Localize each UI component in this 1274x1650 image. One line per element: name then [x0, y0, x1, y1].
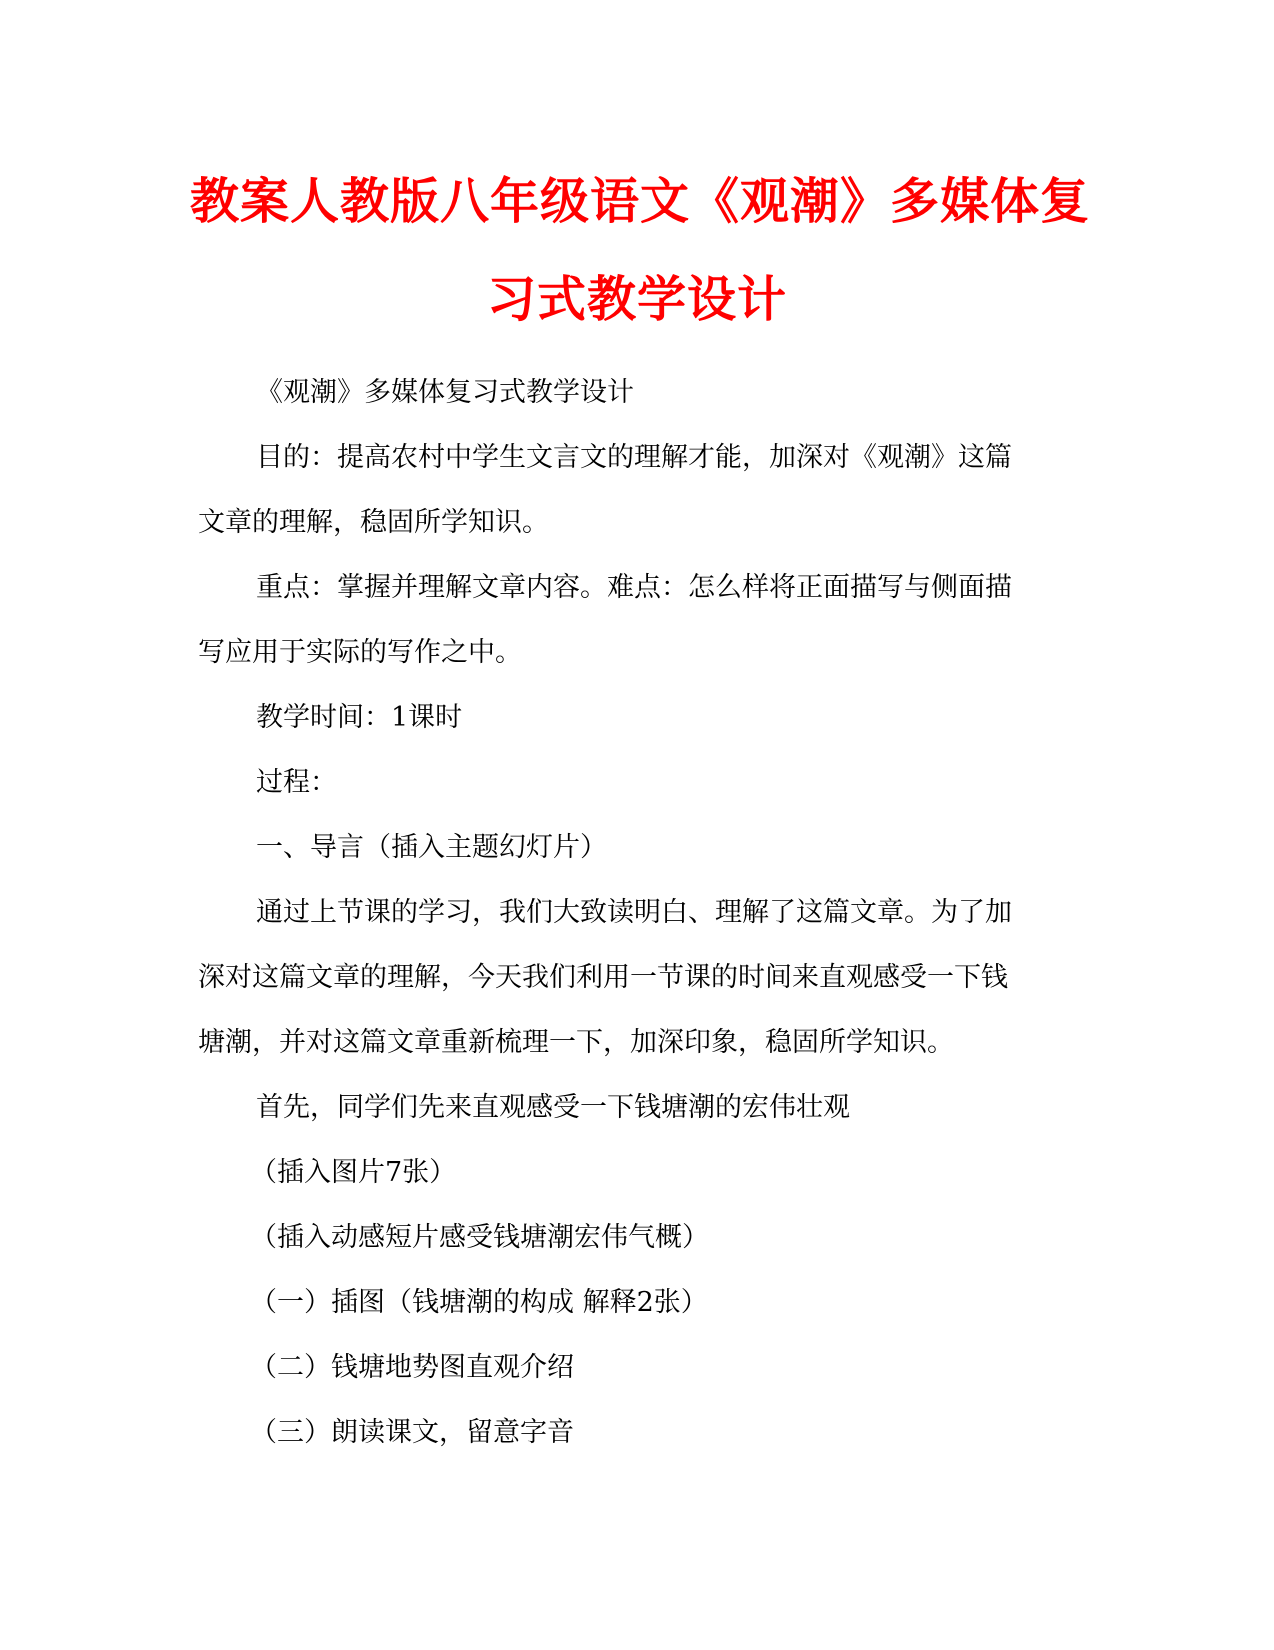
subsection-three: （三）朗读课文，留意字音 — [250, 1417, 574, 1448]
subtitle-paragraph: 《观潮》多媒体复习式教学设计 — [256, 377, 634, 408]
teaching-time-paragraph: 教学时间：1课时 — [256, 702, 463, 733]
intro-paragraph-line-3: 塘潮，并对这篇文章重新梳理一下，加深印象，稳固所学知识。 — [198, 1027, 954, 1058]
key-points-paragraph-line-2: 写应用于实际的写作之中。 — [198, 637, 522, 668]
insert-images-note: （插入图片7张） — [250, 1157, 457, 1188]
document-title-line-2: 习式教学设计 — [486, 271, 787, 328]
key-points-paragraph-line-1: 重点：掌握并理解文章内容。难点：怎么样将正面描写与侧面描 — [256, 572, 1012, 603]
subsection-two: （二）钱塘地势图直观介绍 — [250, 1352, 574, 1383]
intro-paragraph-line-2: 深对这篇文章的理解，今天我们利用一节课的时间来直观感受一下钱 — [198, 962, 1008, 993]
subsection-one: （一）插图（钱塘潮的构成 解释2张） — [250, 1287, 708, 1318]
objective-paragraph-line-1: 目的：提高农村中学生文言文的理解才能，加深对《观潮》这篇 — [256, 442, 1012, 473]
objective-paragraph-line-2: 文章的理解，稳固所学知识。 — [198, 507, 549, 538]
section-one-heading: 一、导言（插入主题幻灯片） — [256, 832, 607, 863]
first-step-paragraph: 首先，同学们先来直观感受一下钱塘潮的宏伟壮观 — [256, 1092, 850, 1123]
insert-video-note: （插入动感短片感受钱塘潮宏伟气概） — [250, 1222, 709, 1253]
document-title-line-1: 教案人教版八年级语文《观潮》多媒体复 — [190, 173, 1091, 230]
intro-paragraph-line-1: 通过上节课的学习，我们大致读明白、理解了这篇文章。为了加 — [256, 897, 1012, 928]
process-heading: 过程： — [256, 767, 337, 798]
document-body — [198, 360, 1078, 1465]
